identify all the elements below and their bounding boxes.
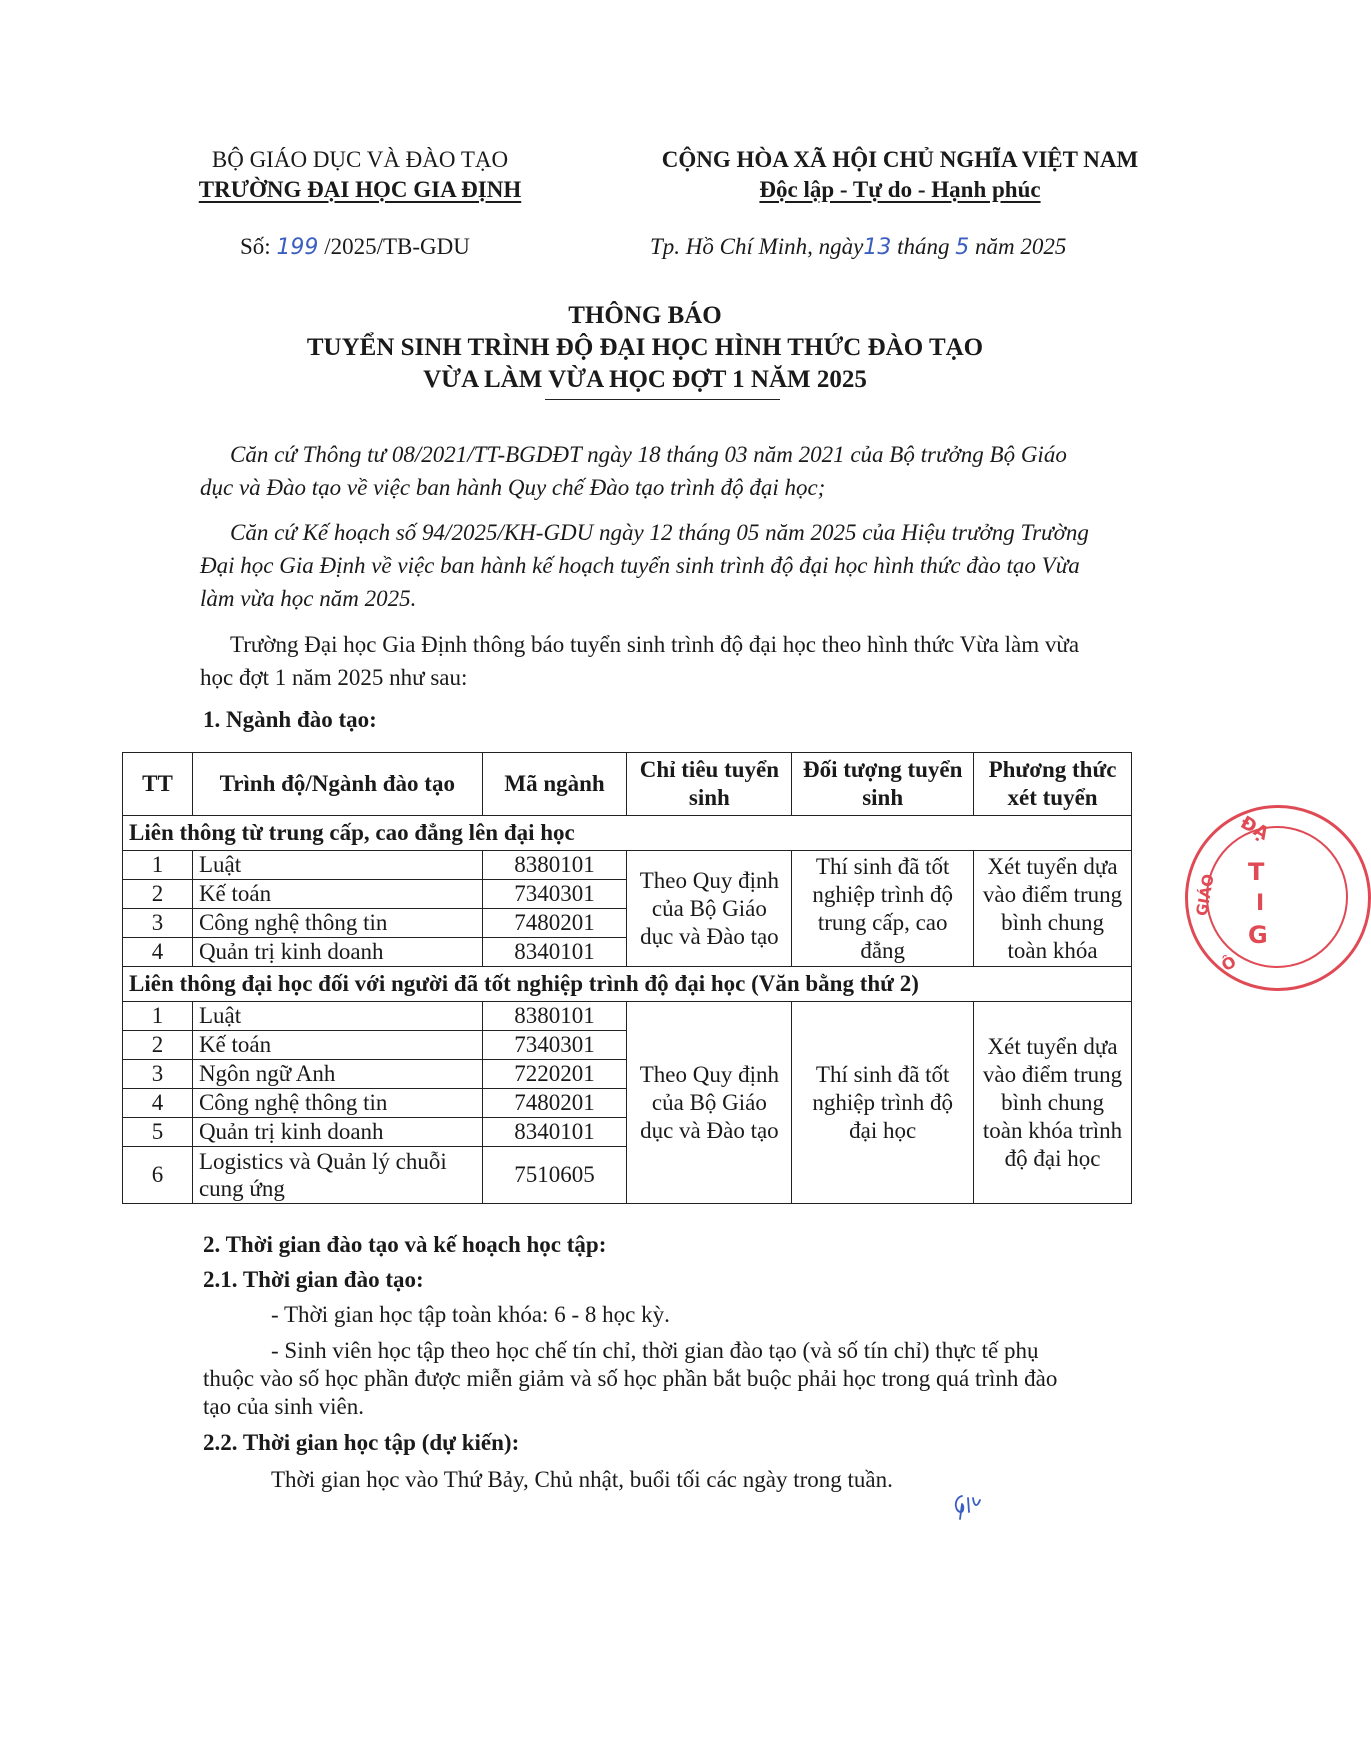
motto: Độc lập - Tự do - Hạnh phúc [759, 177, 1041, 202]
row-name: Kế toán [192, 1031, 482, 1060]
seal-text: G [1248, 921, 1268, 949]
group-2-quota: Theo Quy định của Bộ Giáo dục và Đào tạo [627, 1002, 792, 1204]
row-name: Logistics và Quản lý chuỗi cung ứng [192, 1147, 482, 1204]
row-name: Công nghệ thông tin [192, 909, 482, 938]
seal-text: I [1256, 891, 1265, 916]
row-tt: 5 [123, 1118, 193, 1147]
section-2-2-heading: 2.2. Thời gian học tập (dự kiến): [203, 1430, 520, 1455]
table-row [123, 851, 1132, 880]
section-2-2-text: Thời gian học vào Thứ Bảy, Chủ nhật, buổi tối các ngày trong tuần. [271, 1467, 893, 1492]
document-date: Tp. Hồ Chí Minh, ngày13 tháng 5 năm 2025 [650, 234, 1067, 260]
group-2-method: Xét tuyển dựa vào điểm trung bình chung toàn khóa trình độ đại học [974, 1002, 1132, 1204]
handwritten-day: 13 [863, 235, 892, 260]
row-code: 7340301 [482, 880, 627, 909]
group-1-quota: Theo Quy định của Bộ Giáo dục và Đào tạo [627, 851, 792, 967]
header-left [150, 145, 570, 205]
row-name: Quản trị kinh doanh [192, 1118, 482, 1147]
title-underline [545, 399, 780, 400]
row-name: Ngôn ngữ Anh [192, 1060, 482, 1089]
title-line-3: VỪA LÀM VỪA HỌC ĐỢT 1 NĂM 2025 [423, 366, 867, 393]
official-seal [1185, 805, 1371, 991]
handwritten-month: 5 [955, 235, 970, 260]
row-code: 8340101 [482, 1118, 627, 1147]
row-code: 7480201 [482, 1089, 627, 1118]
group-1-target: Thí sinh đã tốt nghiệp trình độ trung cấp, cao đẳng [792, 851, 974, 967]
document-number: Số: 199 /2025/TB-GDU [240, 234, 470, 260]
seal-inner-ring [1206, 826, 1348, 968]
row-name: Luật [192, 851, 482, 880]
row-tt: 2 [123, 1031, 193, 1060]
section-2-1-heading: 2.1. Thời gian đào tạo: [203, 1267, 424, 1292]
col-code: Mã ngành [482, 753, 627, 816]
republic-name: CỘNG HÒA XÃ HỘI CHỦ NGHĨA VIỆT NAM [661, 147, 1139, 172]
row-tt: 4 [123, 938, 193, 967]
row-tt: 2 [123, 880, 193, 909]
col-program: Trình độ/Ngành đào tạo [192, 753, 482, 816]
row-tt: 4 [123, 1089, 193, 1118]
seal-text: GIÁO [1192, 872, 1218, 918]
section-2-heading: 2. Thời gian đào tạo và kế hoạch học tập: [203, 1232, 607, 1257]
row-name: Công nghệ thông tin [192, 1089, 482, 1118]
row-code: 8380101 [482, 1002, 627, 1031]
row-tt: 3 [123, 1060, 193, 1089]
handwritten-number: 199 [276, 235, 319, 260]
initials-signature [950, 1492, 990, 1520]
title-line-1: THÔNG BÁO [568, 302, 722, 329]
col-tt: TT [123, 753, 193, 816]
col-target: Đối tượng tuyển sinh [792, 753, 974, 816]
ministry-name: BỘ GIÁO DỤC VÀ ĐÀO TẠO [211, 147, 509, 172]
group-2-title-row [123, 967, 1132, 1002]
basis-2: Căn cứ Kế hoạch số 94/2025/KH-GDU ngày 12 tháng 05 năm 2025 của Hiệu trưởng Trường Đại học Gia Định về việc ban hành kế hoạch tuyển sinh trình độ đại học hình thức đào tạo Vừa làm vừa học năm 2025. [200, 520, 1089, 611]
section-2-1-item-2: - Sinh viên học tập theo học chế tín chỉ, thời gian đào tạo (và số tín chỉ) thực tế phụ thuộc vào số học phần được miễn giảm và số học phần bắt buộc phải học trong quá trình đào tạo của sinh viên. [203, 1338, 1058, 1419]
section-2-1-item-1: - Thời gian học tập toàn khóa: 6 - 8 học kỳ. [271, 1302, 670, 1327]
row-name: Quản trị kinh doanh [192, 938, 482, 967]
col-quota: Chỉ tiêu tuyển sinh [627, 753, 792, 816]
group-2-target: Thí sinh đã tốt nghiệp trình độ đại học [792, 1002, 974, 1204]
school-name: TRƯỜNG ĐẠI HỌC GIA ĐỊNH [198, 177, 522, 202]
row-tt: 3 [123, 909, 193, 938]
table-row [123, 1002, 1132, 1031]
table-header-row [123, 753, 1132, 816]
header-right [620, 145, 1180, 205]
row-code: 7220201 [482, 1060, 627, 1089]
programs-table [122, 752, 1132, 1204]
intro-paragraph: Trường Đại học Gia Định thông báo tuyển sinh trình độ đại học theo hình thức Vừa làm vừa học đợt 1 năm 2025 như sau: [200, 632, 1080, 690]
seal-text: Ô [1218, 951, 1240, 976]
title-line-2: TUYỂN SINH TRÌNH ĐỘ ĐẠI HỌC HÌNH THỨC ĐÀO TẠO [306, 334, 984, 361]
seal-text: T [1248, 858, 1265, 886]
row-name: Luật [192, 1002, 482, 1031]
document-title [150, 300, 1140, 396]
group-1-method: Xét tuyển dựa vào điểm trung bình chung toàn khóa [974, 851, 1132, 967]
row-code: 7510605 [482, 1147, 627, 1204]
row-name: Kế toán [192, 880, 482, 909]
group-1-title-row [123, 816, 1132, 851]
section-1-heading: 1. Ngành đào tạo: [203, 707, 377, 732]
row-code: 8340101 [482, 938, 627, 967]
seal-text: ĐẠ [1236, 812, 1273, 845]
group-1-title: Liên thông từ trung cấp, cao đẳng lên đại học [123, 816, 1132, 851]
row-tt: 1 [123, 1002, 193, 1031]
col-method: Phương thức xét tuyển [974, 753, 1132, 816]
group-2-title: Liên thông đại học đối với người đã tốt nghiệp trình độ đại học (Văn bằng thứ 2) [123, 967, 1132, 1002]
row-tt: 6 [123, 1147, 193, 1204]
row-code: 8380101 [482, 851, 627, 880]
row-code: 7340301 [482, 1031, 627, 1060]
basis-1: Căn cứ Thông tư 08/2021/TT-BGDĐT ngày 18 tháng 03 năm 2021 của Bộ trưởng Bộ Giáo dục và Đào tạo về việc ban hành Quy chế Đào tạo trình độ đại học; [200, 442, 1067, 500]
row-tt: 1 [123, 851, 193, 880]
row-code: 7480201 [482, 909, 627, 938]
